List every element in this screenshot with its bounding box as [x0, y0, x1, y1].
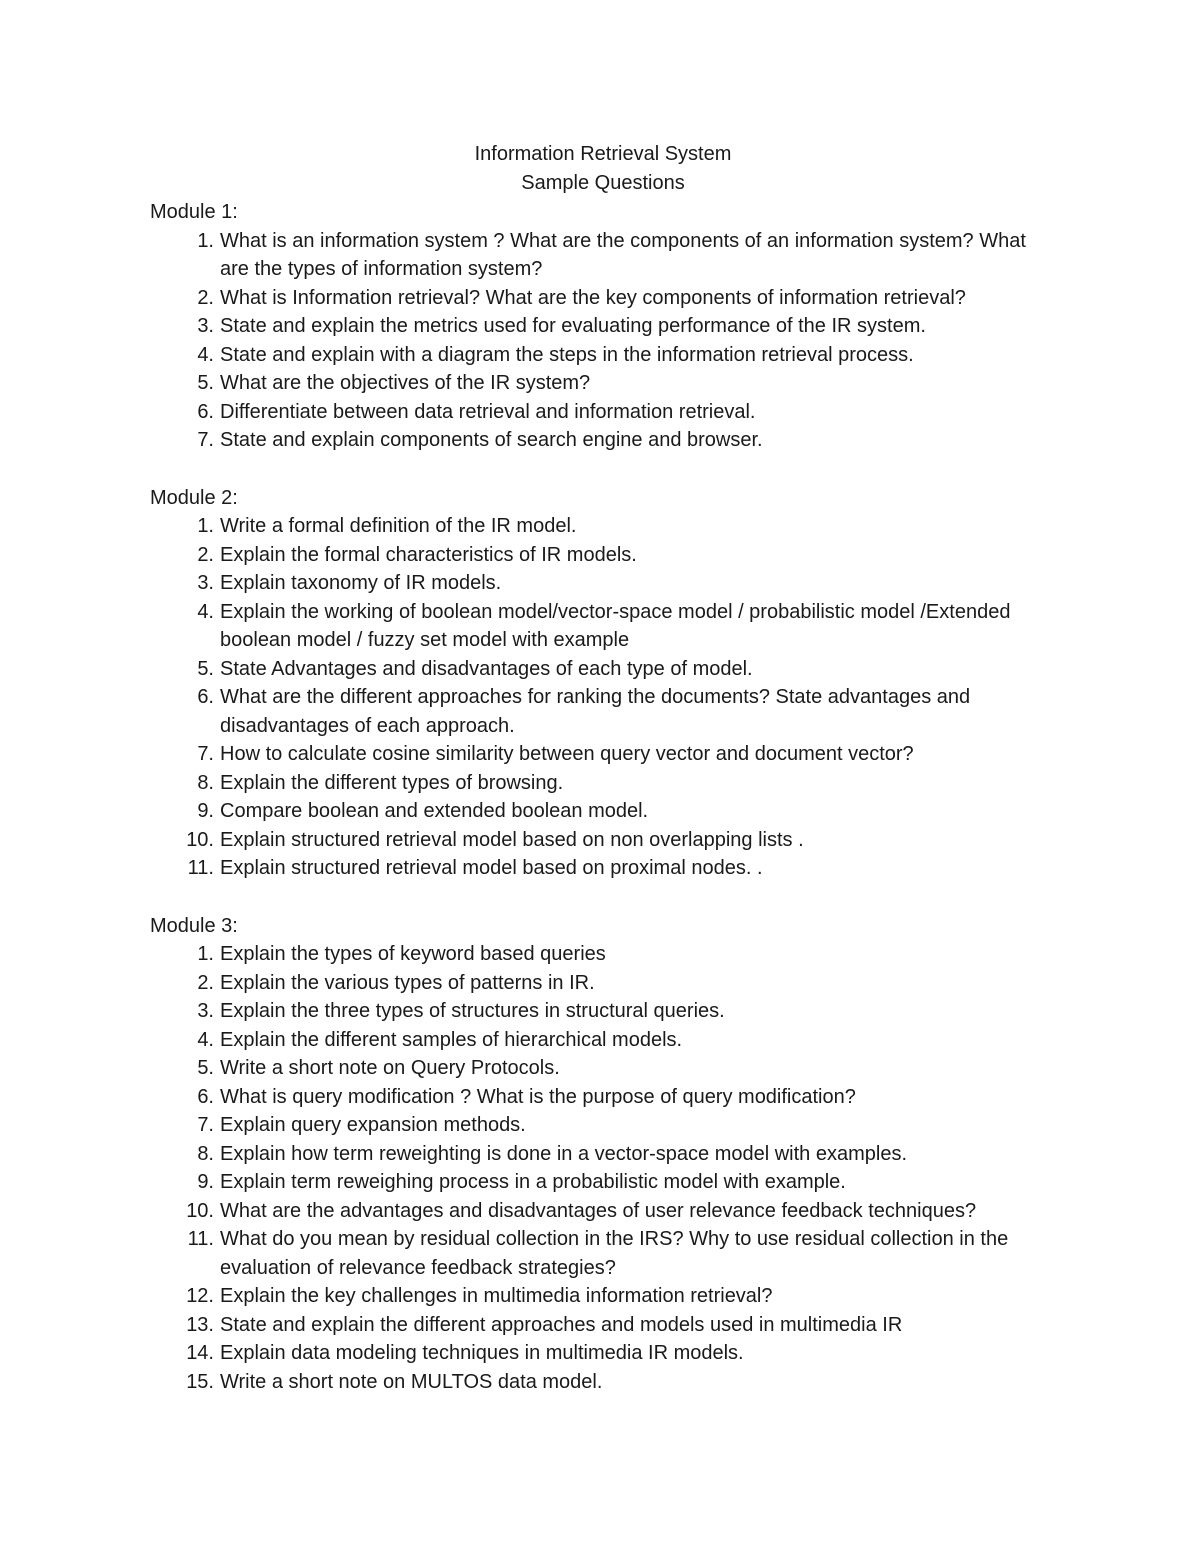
- question-item: [150, 1339, 1050, 1368]
- question-number: 4.: [197, 1028, 214, 1051]
- question-item: [150, 369, 1050, 398]
- question-text: What are the different approaches for ranking the documents? State advantages and disadvantages of each approach.: [220, 686, 971, 737]
- question-text: State and explain the metrics used for evaluating performance of the IR system.: [220, 315, 926, 337]
- question-number: 7.: [197, 1114, 214, 1136]
- question-text: How to calculate cosine similarity between query vector and document vector?: [220, 743, 914, 765]
- question-text: What is Information retrieval? What are the key components of information retrieval?: [220, 286, 966, 309]
- question-item: [150, 655, 1050, 684]
- question-number: 10.: [186, 1199, 214, 1222]
- question-text: State and explain the different approaches and models used in multimedia IR: [220, 1313, 903, 1336]
- question-list: [150, 940, 1050, 1396]
- question-number: 3.: [197, 315, 214, 337]
- question-item: [150, 1054, 1050, 1083]
- module-section: [150, 912, 1050, 1397]
- question-number: 6.: [197, 686, 214, 708]
- question-item: [150, 1111, 1050, 1140]
- question-number: 6.: [197, 1085, 214, 1108]
- question-text: State and explain components of search engine and browser.: [220, 429, 763, 451]
- module-heading: Module 1:: [150, 201, 238, 223]
- question-item: [150, 1368, 1050, 1397]
- question-item: [150, 740, 1050, 769]
- question-number: 5.: [197, 1057, 214, 1079]
- question-item: [150, 797, 1050, 826]
- question-number: 9.: [197, 800, 214, 822]
- question-number: 3.: [197, 572, 214, 594]
- question-item: [150, 569, 1050, 598]
- question-number: 4.: [197, 600, 214, 623]
- question-number: 5.: [197, 657, 214, 680]
- question-item: [150, 1026, 1050, 1055]
- document-title: Information Retrieval System: [474, 143, 732, 165]
- question-number: 1.: [197, 515, 214, 537]
- question-item: [150, 341, 1050, 370]
- question-text: State and explain with a diagram the steps in the information retrieval process.: [220, 343, 914, 366]
- question-text: Explain structured retrieval model based on non overlapping lists .: [220, 828, 804, 851]
- question-text: Explain the types of keyword based queries: [220, 943, 606, 965]
- question-text: Explain the key challenges in multimedia information retrieval?: [220, 1285, 773, 1307]
- question-item: [150, 1311, 1050, 1340]
- question-number: 13.: [186, 1313, 214, 1336]
- question-number: 11.: [187, 857, 214, 879]
- question-item: [150, 969, 1050, 998]
- question-text: Explain query expansion methods.: [220, 1114, 526, 1136]
- question-text: Explain term reweighing process in a probabilistic model with example.: [220, 1171, 846, 1193]
- question-number: 15.: [186, 1370, 214, 1393]
- module-section: [150, 484, 1050, 883]
- question-list: [150, 512, 1050, 883]
- question-item: [150, 997, 1050, 1026]
- question-text: Explain the three types of structures in structural queries.: [220, 1000, 725, 1022]
- question-number: 11.: [187, 1228, 214, 1250]
- question-text: What is an information system ? What are the components of an information system? What are the types of information system?: [220, 229, 1026, 280]
- question-number: 7.: [197, 429, 214, 451]
- question-item: [150, 940, 1050, 969]
- question-item: [150, 769, 1050, 798]
- question-number: 8.: [197, 771, 214, 794]
- question-number: 14.: [186, 1342, 214, 1364]
- question-number: 3.: [197, 1000, 214, 1022]
- question-item: [150, 284, 1050, 313]
- question-item: [150, 1282, 1050, 1311]
- question-number: 6.: [197, 400, 214, 423]
- question-item: [150, 541, 1050, 570]
- question-item: [150, 598, 1050, 655]
- module-heading: Module 3:: [150, 914, 238, 937]
- question-number: 1.: [197, 943, 214, 965]
- question-number: 2.: [197, 286, 214, 309]
- question-number: 12.: [186, 1285, 214, 1307]
- question-number: 5.: [197, 372, 214, 394]
- question-text: What are the objectives of the IR system?: [220, 372, 591, 394]
- question-number: 2.: [197, 543, 214, 566]
- question-item: [150, 512, 1050, 541]
- question-item: [150, 398, 1050, 427]
- question-text: What are the advantages and disadvantages of user relevance feedback techniques?: [220, 1199, 977, 1222]
- question-item: [150, 426, 1050, 455]
- modules-container: [150, 198, 1050, 1396]
- question-item: [150, 1225, 1050, 1282]
- document-page: [150, 140, 1050, 1396]
- question-text: Explain the different samples of hierarchical models.: [220, 1028, 683, 1051]
- question-number: 10.: [186, 828, 214, 851]
- document-subtitle: Sample Questions: [521, 172, 685, 194]
- question-text: What do you mean by residual collection in the IRS? Why to use residual collection in the evaluation of relevance feedback strategies?: [220, 1228, 1009, 1279]
- question-number: 7.: [197, 743, 214, 765]
- question-item: [150, 683, 1050, 740]
- question-text: Explain the different types of browsing.: [220, 771, 564, 794]
- question-text: Explain the formal characteristics of IR models.: [220, 543, 637, 566]
- question-item: [150, 1140, 1050, 1169]
- question-text: Explain the various types of patterns in IR.: [220, 971, 595, 994]
- question-text: Write a short note on Query Protocols.: [220, 1057, 560, 1079]
- question-text: Write a formal definition of the IR model.: [220, 515, 577, 537]
- question-number: 8.: [197, 1142, 214, 1165]
- question-text: Explain data modeling techniques in multimedia IR models.: [220, 1342, 744, 1364]
- question-number: 9.: [197, 1171, 214, 1193]
- question-item: [150, 1083, 1050, 1112]
- question-item: [150, 227, 1050, 284]
- question-number: 2.: [197, 971, 214, 994]
- question-item: [150, 854, 1050, 883]
- module-section: [150, 198, 1050, 455]
- question-text: State Advantages and disadvantages of each type of model.: [220, 657, 753, 680]
- question-item: [150, 1168, 1050, 1197]
- question-text: Explain how term reweighting is done in a vector-space model with examples.: [220, 1142, 908, 1165]
- question-number: 1.: [197, 229, 214, 252]
- question-text: Write a short note on MULTOS data model.: [220, 1370, 603, 1393]
- question-list: [150, 227, 1050, 455]
- question-item: [150, 826, 1050, 855]
- question-text: Explain structured retrieval model based on proximal nodes. .: [220, 857, 763, 879]
- question-text: What is query modification ? What is the purpose of query modification?: [220, 1085, 856, 1108]
- question-item: [150, 1197, 1050, 1226]
- question-text: Compare boolean and extended boolean model.: [220, 800, 649, 822]
- question-text: Differentiate between data retrieval and information retrieval.: [220, 400, 756, 423]
- question-text: Explain taxonomy of IR models.: [220, 572, 502, 594]
- question-text: Explain the working of boolean model/vector-space model / probabilistic model /Extended boolean model / fuzzy set model with example: [220, 600, 1011, 651]
- module-heading: Module 2:: [150, 486, 238, 509]
- question-item: [150, 312, 1050, 341]
- question-number: 4.: [197, 343, 214, 366]
